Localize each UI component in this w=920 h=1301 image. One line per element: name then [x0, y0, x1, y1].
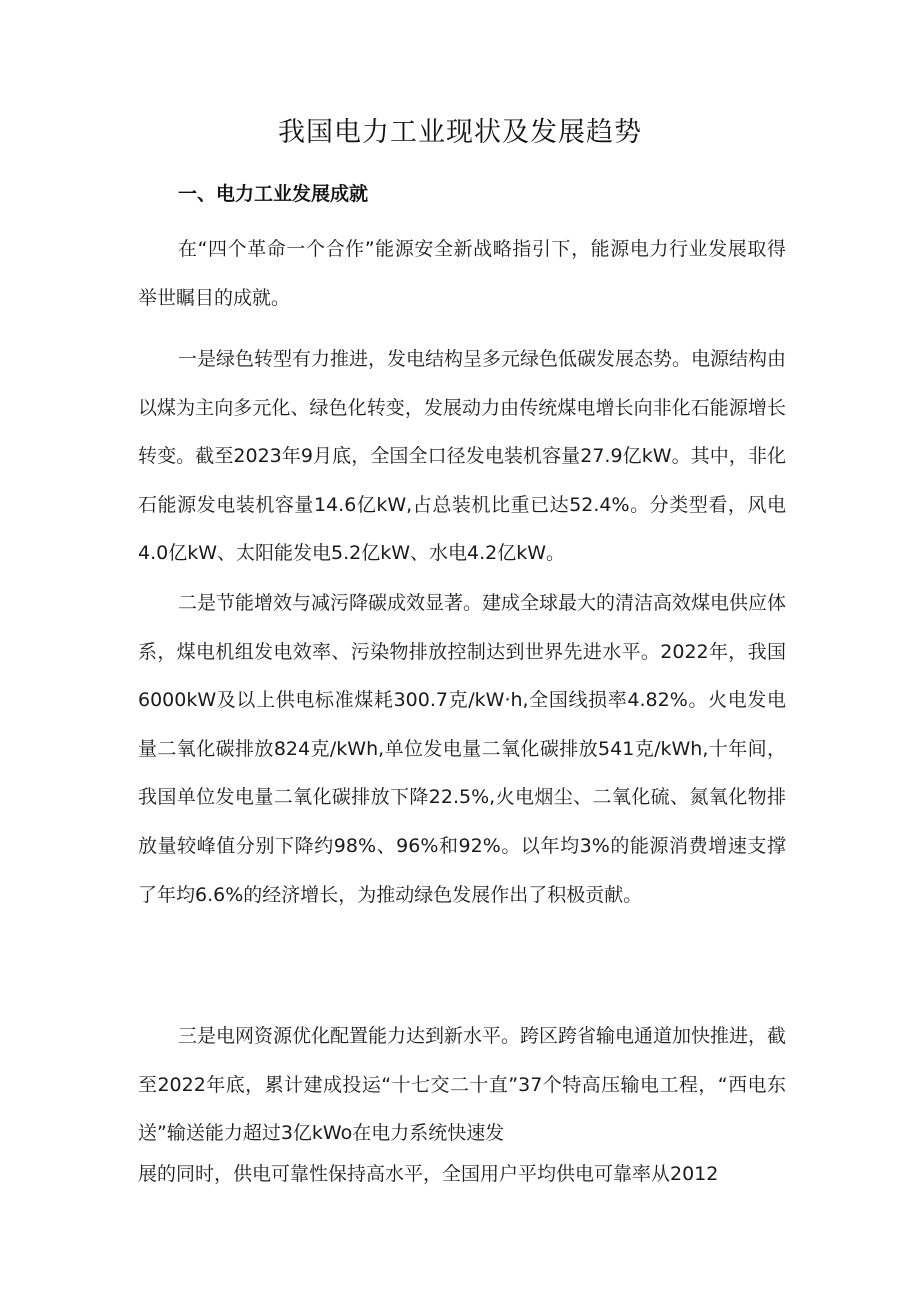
paragraph-text: 一是绿色转型有力推进，发电结构呈多元绿色低碳发展态势。电源结构由以煤为主向多元化、绿色化转变，发展动力由传统煤电增长向非化石能源增长转变。截至2023年9月底，全国全口径发电装机容量27.9亿kW。其中，非化石能源发电装机容量14.6亿kW,占总装机比重已达52.4%。分类型看，风电4.0亿kW、太阳能发电5.2亿kW、水电4.2亿kW。 — [138, 348, 787, 565]
paragraph-text: 二是节能增效与减污降碳成效显著。建成全球最大的清洁高效煤电供应体系，煤电机组发电效率、污染物排放控制达到世界先进水平。2022年，我国6000kW及以上供电标准煤耗300.7克/kW·h,全国线损率4.82%。火电发电量二氧化碳排放824克/kWh,单位发电量二氧化碳排放541克/kWh,十年间，我国单位发电量二氧化碳排放下降22.5%,火电烟尘、二氧化硫、氮氧化物排放量较峰值分别下降约98%、96%和92%。以年均3%的能源消费增速支撑了年均6.6%的经济增长，为推动绿色发展作出了积极贡献。 — [138, 592, 787, 906]
paragraph-tail-text: 展的同时，供电可靠性保持高水平，全国用户平均供电可靠率从2012 — [138, 1162, 719, 1185]
paragraph-text: 三是电网资源优化配置能力达到新水平。跨区跨省输电通道加快推进，截至2022年底，累计建成投运“十七交二十直”37个特高压输电工程，“西电东送”输送能力超过3亿kWo在电力系统快速发 — [138, 1025, 787, 1145]
document-title: 我国电力工业现状及发展趋势 — [278, 117, 642, 148]
section-heading: 一、电力工业发展成就 — [178, 183, 369, 205]
paragraph-grid-optimization — [138, 1012, 786, 1198]
paragraph-energy-saving — [138, 579, 786, 919]
paragraph-text: 在“四个革命一个合作”能源安全新战略指引下，能源电力行业发展取得举世瞩目的成就。 — [138, 238, 786, 309]
paragraph-green-transition — [138, 335, 786, 578]
paragraph-intro — [138, 225, 786, 322]
